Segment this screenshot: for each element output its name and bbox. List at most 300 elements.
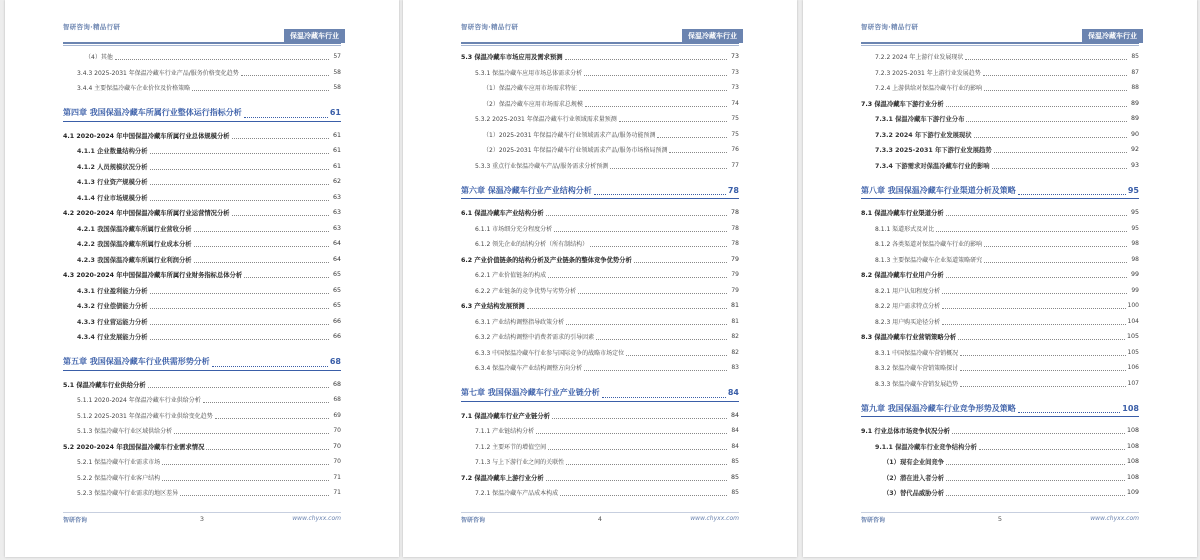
toc-entry-title: （2）保温冷藏车应用市场需求总规模 xyxy=(483,100,583,108)
toc-entry-page: 95 xyxy=(1131,224,1139,232)
toc-entry-page: 105 xyxy=(1127,348,1139,356)
toc-entry-page: 92 xyxy=(1130,146,1139,153)
toc-entry[interactable] xyxy=(461,424,739,437)
toc-entry-page: 108 xyxy=(1126,473,1139,481)
toc-leader-dots xyxy=(984,90,1127,91)
header-divider-thin xyxy=(63,45,341,46)
toc-leader-dots xyxy=(983,75,1127,76)
toc-entry[interactable] xyxy=(63,284,341,297)
toc-entry-title: 3.4.3 2025-2031 年保温冷藏车行业产品/服务价格变化趋势 xyxy=(77,69,239,77)
toc-leader-dots xyxy=(536,433,727,434)
header-divider xyxy=(63,42,341,44)
toc-entry-page: 84 xyxy=(731,442,739,450)
toc-entry[interactable] xyxy=(63,50,341,63)
toc-entry[interactable] xyxy=(63,299,341,312)
toc-entry-page: 71 xyxy=(333,473,341,481)
toc-entry[interactable] xyxy=(861,159,1139,172)
toc-entry-title: 第八章 我国保温冷藏车行业渠道分析及策略 xyxy=(861,185,1016,195)
toc-entry-title: 7.1.3 与上下游行业之间的关联性 xyxy=(475,459,565,466)
toc-leader-dots xyxy=(979,449,1125,450)
toc-entry-title: 4.3.2 行业偿债能力分析 xyxy=(77,303,148,310)
toc-leader-dots xyxy=(946,480,1125,481)
toc-entry[interactable] xyxy=(861,486,1139,499)
toc-entry-title: 6.2 产业价值链条的结构分析及产业链条的整体竞争优势分析 xyxy=(461,256,632,264)
toc-entry-page: 99 xyxy=(1131,286,1139,294)
toc-entry[interactable] xyxy=(63,129,341,142)
toc-entry[interactable] xyxy=(63,455,341,468)
toc-entry[interactable] xyxy=(63,66,341,79)
toc-entry[interactable] xyxy=(861,471,1139,484)
toc-entry[interactable] xyxy=(461,97,739,110)
toc-entry[interactable] xyxy=(461,486,739,499)
toc-entry-page: 99 xyxy=(1130,271,1139,278)
toc-entry-title: 6.3 产业结构发展预测 xyxy=(461,303,525,310)
toc-entry-title: 7.3.2 2024 年下游行业发展现状 xyxy=(875,131,972,139)
toc-entry[interactable] xyxy=(63,144,341,157)
toc-entry-page: 58 xyxy=(333,68,341,76)
toc-entry-title: 5.3 保温冷藏车市场应用及需求预测 xyxy=(461,54,563,61)
toc-entry[interactable] xyxy=(63,206,341,219)
toc-leader-dots xyxy=(194,262,329,263)
toc-entry-title: 6.3.3 中国保温冷藏车行业参与国际竞争的战略市场定位 xyxy=(475,349,625,357)
toc-entry-page: 84 xyxy=(731,427,739,434)
toc-entry-page: 61 xyxy=(329,108,341,117)
toc-entry-title: 5.1 保温冷藏车行业供给分析 xyxy=(63,381,146,389)
toc-entry-title: 4.2.1 我国保温冷藏车所属行业营收分析 xyxy=(77,225,192,233)
toc-entry-page: 108 xyxy=(1126,427,1139,434)
header-tag: 保温冷藏车行业 xyxy=(284,29,345,43)
toc-entry[interactable] xyxy=(461,330,739,343)
toc-entry-title: 4.3.3 行业营运能力分析 xyxy=(77,318,148,326)
toc-entry[interactable] xyxy=(461,237,739,250)
toc-entry-page: 81 xyxy=(731,317,739,325)
toc-entry[interactable] xyxy=(461,66,739,79)
toc-entry[interactable] xyxy=(861,440,1139,453)
toc-entry-title: 6.2.1 产业价值链条的构成 xyxy=(475,272,547,279)
toc-chapter-entry[interactable] xyxy=(461,182,739,198)
toc-entry-page: 73 xyxy=(731,84,739,91)
toc-entry[interactable] xyxy=(63,160,341,173)
toc-entry-title: 3.4.4 主要保温冷藏车企业价位及价格策略 xyxy=(77,85,191,92)
toc-entry-title: 4.3.1 行业盈利能力分析 xyxy=(77,287,148,295)
toc-entry[interactable] xyxy=(461,81,739,94)
toc-leader-dots xyxy=(946,495,1125,496)
footer-brand: 智研咨询 xyxy=(861,517,886,524)
toc-leader-dots xyxy=(946,277,1127,278)
toc-entry-page: 65 xyxy=(332,286,341,294)
toc-entry[interactable] xyxy=(861,253,1139,266)
toc-leader-dots xyxy=(148,387,329,388)
toc-leader-dots xyxy=(554,231,727,232)
toc-entry[interactable] xyxy=(861,299,1139,312)
toc-entry-title: 5.3.1 保温冷藏车应用市场总体需求分析 xyxy=(475,69,583,77)
toc-entry[interactable] xyxy=(861,346,1139,359)
toc-entry-title: 5.1.3 保温冷藏车行业区域供给分析 xyxy=(77,428,173,435)
toc-entry-title: 8.2.3 用户购买途径分析 xyxy=(875,318,941,326)
toc-entry-page: 68 xyxy=(333,396,341,403)
toc-leader-dots xyxy=(590,246,727,247)
toc-leader-dots xyxy=(960,355,1125,356)
toc-entry[interactable] xyxy=(63,409,341,422)
toc-entry-page: 58 xyxy=(333,84,341,91)
toc-entry-page: 70 xyxy=(333,458,341,465)
toc-leader-dots xyxy=(942,308,1125,309)
toc-chapter-entry[interactable] xyxy=(861,182,1139,198)
toc-entry-title: 9.1.1 保温冷藏车行业竞争结构分析 xyxy=(875,443,977,451)
toc-leader-dots xyxy=(150,308,330,309)
toc-entry-page: 65 xyxy=(332,302,341,309)
toc-entry[interactable] xyxy=(461,455,739,468)
toc-entry-title: 第七章 我国保温冷藏车行业产业链分析 xyxy=(461,388,600,397)
toc-leader-dots xyxy=(974,137,1127,138)
toc-leader-dots xyxy=(162,480,329,481)
toc-entry[interactable] xyxy=(861,377,1139,390)
footer-divider xyxy=(63,512,341,513)
document-page xyxy=(803,0,1197,557)
toc-leader-dots xyxy=(546,215,727,216)
header-tag: 保温冷藏车行业 xyxy=(1082,29,1143,43)
toc-entry[interactable] xyxy=(461,284,739,297)
toc-leader-dots xyxy=(150,324,330,325)
toc-leader-dots xyxy=(952,433,1125,434)
toc-entry-page: 85 xyxy=(731,489,739,496)
toc-leader-dots xyxy=(966,121,1127,122)
toc-entry[interactable] xyxy=(461,128,739,141)
toc-entry-page: 71 xyxy=(333,489,341,496)
toc-leader-dots xyxy=(244,117,328,118)
toc-entry-page: 75 xyxy=(731,115,739,122)
toc-entry-page: 77 xyxy=(731,161,739,169)
toc-entry-page: 68 xyxy=(332,380,341,388)
toc-entry-title: 7.3.1 保温冷藏车下游行业分布 xyxy=(875,116,965,123)
toc-entry-title: 8.2 保温冷藏车行业用户分析 xyxy=(861,272,944,279)
toc-entry-page: 105 xyxy=(1126,333,1139,340)
toc-entry[interactable] xyxy=(63,237,341,250)
toc-entry[interactable] xyxy=(461,440,739,453)
toc-entry[interactable] xyxy=(861,330,1139,343)
toc-leader-dots xyxy=(936,231,1127,232)
toc-entry-page: 66 xyxy=(332,317,341,325)
toc-entry-page: 78 xyxy=(730,209,739,216)
toc-entry-title: 8.1 保温冷藏车行业渠道分析 xyxy=(861,210,944,217)
toc-entry-page: 61 xyxy=(332,147,341,154)
toc-entry[interactable] xyxy=(461,222,739,235)
toc-entry-page: 85 xyxy=(1131,53,1139,60)
toc-leader-dots xyxy=(150,339,330,340)
toc-entry-title: 6.3.2 产业结构调整中消费者需求的引导因素 xyxy=(475,334,595,341)
toc-entry[interactable] xyxy=(861,97,1139,110)
toc-leader-dots xyxy=(992,168,1127,169)
toc-leader-dots xyxy=(206,449,329,450)
toc-entry-page: 98 xyxy=(1131,255,1139,263)
toc-entry-title: 5.2.2 保温冷藏车行业客户结构 xyxy=(77,474,161,482)
toc-entry-title: （2）2025-2031 年保温冷藏车行业领域需求产品/服务市场格局预测 xyxy=(483,147,668,154)
toc-entry-title: 5.1.1 2020-2024 年保温冷藏车行业供给分析 xyxy=(77,397,201,404)
toc-entry-title: （1）现有企业间竞争 xyxy=(883,459,945,466)
toc-leader-dots xyxy=(657,137,727,138)
toc-entry-title: 6.1.1 市场细分充分程度分析 xyxy=(475,225,553,233)
toc-entry-title: 6.3.4 保温冷藏车产业结构调整方向分析 xyxy=(475,365,583,372)
toc-entry-title: 7.2.1 保温冷藏车产品成本构成 xyxy=(475,490,559,497)
toc-entry-title: （2）潜在进入者分析 xyxy=(883,474,945,482)
toc-entry-page: 70 xyxy=(332,442,341,450)
toc-entry-title: 4.3.4 行业发展能力分析 xyxy=(77,334,148,341)
toc-entry-page: 104 xyxy=(1127,317,1139,325)
toc-entry-title: 7.2 保温冷藏车上游行业分析 xyxy=(461,474,544,482)
header-brand: 智研咨询·精品行研 xyxy=(861,23,919,31)
toc-entry[interactable] xyxy=(461,50,739,63)
toc-entry-page: 68 xyxy=(329,357,341,366)
toc-chapter-entry[interactable] xyxy=(63,354,341,370)
toc-leader-dots xyxy=(994,152,1127,153)
toc-entry[interactable] xyxy=(461,409,739,422)
toc-entry-title: 8.2.2 用户需求特点分析 xyxy=(875,303,941,310)
toc-entry-page: 75 xyxy=(731,130,739,138)
toc-entry-page: 108 xyxy=(1126,458,1139,465)
toc-entry-page: 62 xyxy=(332,178,341,185)
toc-entry-title: 5.2.3 保温冷藏车行业需求的地区差异 xyxy=(77,490,179,497)
toc-entry-title: 7.3.4 下游需求对保温冷藏车行业的影响 xyxy=(875,162,990,170)
toc-entry-title: 7.1.2 主要环节的增值空间 xyxy=(475,443,547,451)
header-divider xyxy=(861,42,1139,44)
toc-entry[interactable] xyxy=(63,191,341,204)
toc-entry-page: 73 xyxy=(730,53,739,60)
toc-entry[interactable] xyxy=(461,159,739,172)
toc-entry[interactable] xyxy=(461,471,739,484)
toc-entry-page: 89 xyxy=(1130,99,1139,107)
toc-leader-dots xyxy=(244,277,329,278)
toc-entry-page: 85 xyxy=(730,473,739,481)
toc-entry-page: 90 xyxy=(1130,130,1139,138)
toc-entry-page: 106 xyxy=(1127,364,1139,371)
toc-entry-page: 64 xyxy=(332,240,341,247)
toc-leader-dots xyxy=(115,59,329,60)
toc-chapter-entry[interactable] xyxy=(461,385,739,401)
toc-leader-dots xyxy=(212,366,328,367)
document-page xyxy=(403,0,797,557)
toc-entry-title: 7.3 保温冷藏车下游行业分析 xyxy=(861,100,944,108)
toc-leader-dots xyxy=(203,402,329,403)
toc-entry-title: 4.2.2 我国保温冷藏车所属行业成本分析 xyxy=(77,241,192,248)
toc-entry[interactable] xyxy=(461,206,739,219)
toc-entry[interactable] xyxy=(861,284,1139,297)
toc-leader-dots xyxy=(669,152,727,153)
footer-url: www.chyxx.com xyxy=(292,515,341,522)
toc-leader-dots xyxy=(610,168,727,169)
toc-leader-dots xyxy=(634,262,727,263)
toc-entry[interactable] xyxy=(861,315,1139,328)
toc-entry[interactable] xyxy=(63,175,341,188)
toc-entry-page: 61 xyxy=(332,162,341,170)
toc-entry-page: 57 xyxy=(333,53,341,60)
toc-entry-title: 第四章 我国保温冷藏车所属行业整体运行指标分析 xyxy=(63,108,242,117)
toc-entry-page: 100 xyxy=(1127,302,1139,309)
toc-leader-dots xyxy=(150,153,330,154)
toc-entry[interactable] xyxy=(63,81,341,94)
toc-entry-title: 8.3.1 中国保温冷藏车营销概况 xyxy=(875,349,959,357)
toc-leader-dots xyxy=(958,339,1125,340)
toc-leader-dots xyxy=(984,246,1127,247)
footer-divider xyxy=(461,512,739,513)
toc-leader-dots xyxy=(596,339,727,340)
toc-entry[interactable] xyxy=(861,112,1139,125)
toc-entry-page: 70 xyxy=(333,427,341,434)
toc-entry-page: 74 xyxy=(731,99,739,107)
toc-entry-page: 84 xyxy=(727,388,739,397)
toc-leader-dots xyxy=(560,495,727,496)
toc-leader-dots xyxy=(565,59,727,60)
toc-entry[interactable] xyxy=(63,471,341,484)
toc-entry-title: 4.2 2020-2024 年中国保温冷藏车所属行业运营情况分析 xyxy=(63,210,230,217)
toc-entry[interactable] xyxy=(461,143,739,156)
toc-entry-page: 82 xyxy=(731,333,739,340)
toc-leader-dots xyxy=(232,138,329,139)
toc-entry[interactable] xyxy=(63,253,341,266)
toc-entry[interactable] xyxy=(861,50,1139,63)
toc-entry-page: 83 xyxy=(731,364,739,371)
toc-entry[interactable] xyxy=(861,237,1139,250)
toc-entry-page: 65 xyxy=(332,271,341,278)
toc-entry[interactable] xyxy=(461,112,739,125)
toc-entry-page: 64 xyxy=(332,255,341,263)
toc-entry[interactable] xyxy=(461,361,739,374)
toc-entry-title: 4.1.1 企业数量结构分析 xyxy=(77,148,148,155)
toc-entry-title: 6.3.1 产业结构调整指导政策分析 xyxy=(475,318,565,326)
toc-entry-title: 4.1.4 行业市场规模分析 xyxy=(77,194,148,202)
toc-entry-title: 8.1.3 主要保温冷藏车企业渠道策略研究 xyxy=(875,256,983,264)
footer-brand: 智研咨询 xyxy=(461,517,486,524)
toc-leader-dots xyxy=(548,449,727,450)
toc-entry-page: 88 xyxy=(1131,84,1139,91)
toc-entry[interactable] xyxy=(861,424,1139,437)
toc-entry-page: 81 xyxy=(730,302,739,309)
toc-entry[interactable] xyxy=(861,128,1139,141)
toc-entry-page: 98 xyxy=(1131,240,1139,247)
toc-leader-dots xyxy=(241,75,329,76)
toc-entry-page: 63 xyxy=(332,193,341,201)
toc-leader-dots xyxy=(150,200,330,201)
toc-entry[interactable] xyxy=(63,315,341,328)
toc-entry-title: 7.1 保温冷藏车行业产业链分析 xyxy=(461,412,550,420)
toc-entry[interactable] xyxy=(861,143,1139,156)
toc-entry-page: 66 xyxy=(332,333,341,340)
toc-entry-page: 108 xyxy=(1122,403,1139,413)
toc-leader-dots xyxy=(162,464,329,465)
toc-leader-dots xyxy=(1018,194,1126,195)
toc-entry[interactable] xyxy=(461,315,739,328)
toc-entry-page: 78 xyxy=(727,185,739,195)
toc-leader-dots xyxy=(552,418,727,419)
toc-entry-title: 4.1 2020-2024 年中国保温冷藏车所属行业总体规模分析 xyxy=(63,132,230,140)
toc-entry-title: 5.1.2 2025-2031 年保温冷藏车行业供给变化趋势 xyxy=(77,412,213,420)
toc-entry-title: （1）2025-2031 年保温冷藏车行业领域需求产品/服务功能预测 xyxy=(483,131,656,139)
toc-entry-title: （3）替代品威胁分析 xyxy=(883,490,945,497)
toc-entry-title: 9.1 行业总体市场竞争状况分析 xyxy=(861,428,950,435)
toc-entry[interactable] xyxy=(861,455,1139,468)
toc-entry[interactable] xyxy=(63,222,341,235)
header-divider-thin xyxy=(461,45,739,46)
toc-entry-title: 第五章 我国保温冷藏车行业供需形势分析 xyxy=(63,357,210,366)
toc-entry[interactable] xyxy=(861,66,1139,79)
toc-entry-page: 93 xyxy=(1130,161,1139,169)
toc-leader-dots xyxy=(566,464,727,465)
header-brand: 智研咨询·精品行研 xyxy=(461,23,519,31)
toc-leader-dots xyxy=(194,231,329,232)
toc-entry-page: 109 xyxy=(1126,489,1139,496)
toc-leader-dots xyxy=(174,433,329,434)
toc-entry[interactable] xyxy=(861,222,1139,235)
toc-entry[interactable] xyxy=(63,378,341,391)
toc-leader-dots xyxy=(1018,412,1121,413)
toc-entry[interactable] xyxy=(63,440,341,453)
toc-entry-page: 79 xyxy=(730,255,739,263)
toc-entry-title: 第六章 保温冷藏车行业产业结构分析 xyxy=(461,185,592,195)
toc-entry-title: 5.3.3 重点行业保温冷藏车产品/服务需求分析预测 xyxy=(475,162,609,170)
header-tag: 保温冷藏车行业 xyxy=(682,29,743,43)
toc-entry[interactable] xyxy=(461,346,739,359)
toc-entry-title: （4）其他 xyxy=(85,54,113,61)
toc-leader-dots xyxy=(579,90,727,91)
toc-entry-page: 63 xyxy=(332,224,341,232)
toc-entry-title: 6.1 保温冷藏车产业结构分析 xyxy=(461,210,544,217)
toc-leader-dots xyxy=(566,324,727,325)
toc-chapter-entry[interactable] xyxy=(63,105,341,121)
toc-entry[interactable] xyxy=(63,268,341,281)
toc-entry-page: 84 xyxy=(730,411,739,419)
toc-leader-dots xyxy=(578,293,727,294)
toc-leader-dots xyxy=(548,277,727,278)
toc-entry-title: 6.1.2 领先企业的结构分析（所有制结构） xyxy=(475,241,589,248)
toc-entry-title: 7.2.4 上游供给对保温冷藏车行业的影响 xyxy=(875,85,983,92)
toc-entry[interactable] xyxy=(861,268,1139,281)
toc-entry[interactable] xyxy=(861,206,1139,219)
toc-entry-page: 63 xyxy=(332,209,341,216)
toc-leader-dots xyxy=(527,308,727,309)
toc-entry[interactable] xyxy=(63,486,341,499)
page-number: 5 xyxy=(997,515,1003,523)
toc-leader-dots xyxy=(194,246,329,247)
toc-entry-title: 4.2.3 我国保温冷藏车所属行业利润分析 xyxy=(77,256,192,264)
toc-leader-dots xyxy=(150,169,330,170)
toc-entry-page: 79 xyxy=(731,271,739,278)
toc-entry-page: 82 xyxy=(731,348,739,356)
toc-entry[interactable] xyxy=(63,424,341,437)
toc-entry[interactable] xyxy=(461,253,739,266)
toc-leader-dots xyxy=(150,293,330,294)
toc-entry-title: 8.3 保温冷藏车行业营销策略分析 xyxy=(861,334,957,341)
toc-leader-dots xyxy=(619,121,727,122)
toc-entry[interactable] xyxy=(861,361,1139,374)
toc-leader-dots xyxy=(942,324,1125,325)
toc-entry-title: 8.3.3 保温冷藏车营销发展趋势 xyxy=(875,380,959,388)
toc-entry[interactable] xyxy=(861,81,1139,94)
toc-chapter-entry[interactable] xyxy=(861,400,1139,416)
toc-entry-page: 79 xyxy=(731,286,739,294)
page-number: 4 xyxy=(597,515,603,523)
toc-entry[interactable] xyxy=(63,330,341,343)
toc-entry[interactable] xyxy=(461,299,739,312)
toc-entry-title: 8.2.1 用户认知程度分析 xyxy=(875,287,941,295)
toc-entry-page: 108 xyxy=(1126,442,1139,450)
header-divider-thin xyxy=(861,45,1139,46)
toc-leader-dots xyxy=(960,386,1125,387)
toc-entry[interactable] xyxy=(63,393,341,406)
toc-entry-title: 4.1.3 行业资产规模分析 xyxy=(77,179,148,186)
toc-entry-title: （1）保温冷藏车应用市场需求特征 xyxy=(483,85,577,92)
toc-entry[interactable] xyxy=(461,268,739,281)
toc-leader-dots xyxy=(232,215,329,216)
toc-entry-title: 7.1.1 产业链结构分析 xyxy=(475,428,535,435)
